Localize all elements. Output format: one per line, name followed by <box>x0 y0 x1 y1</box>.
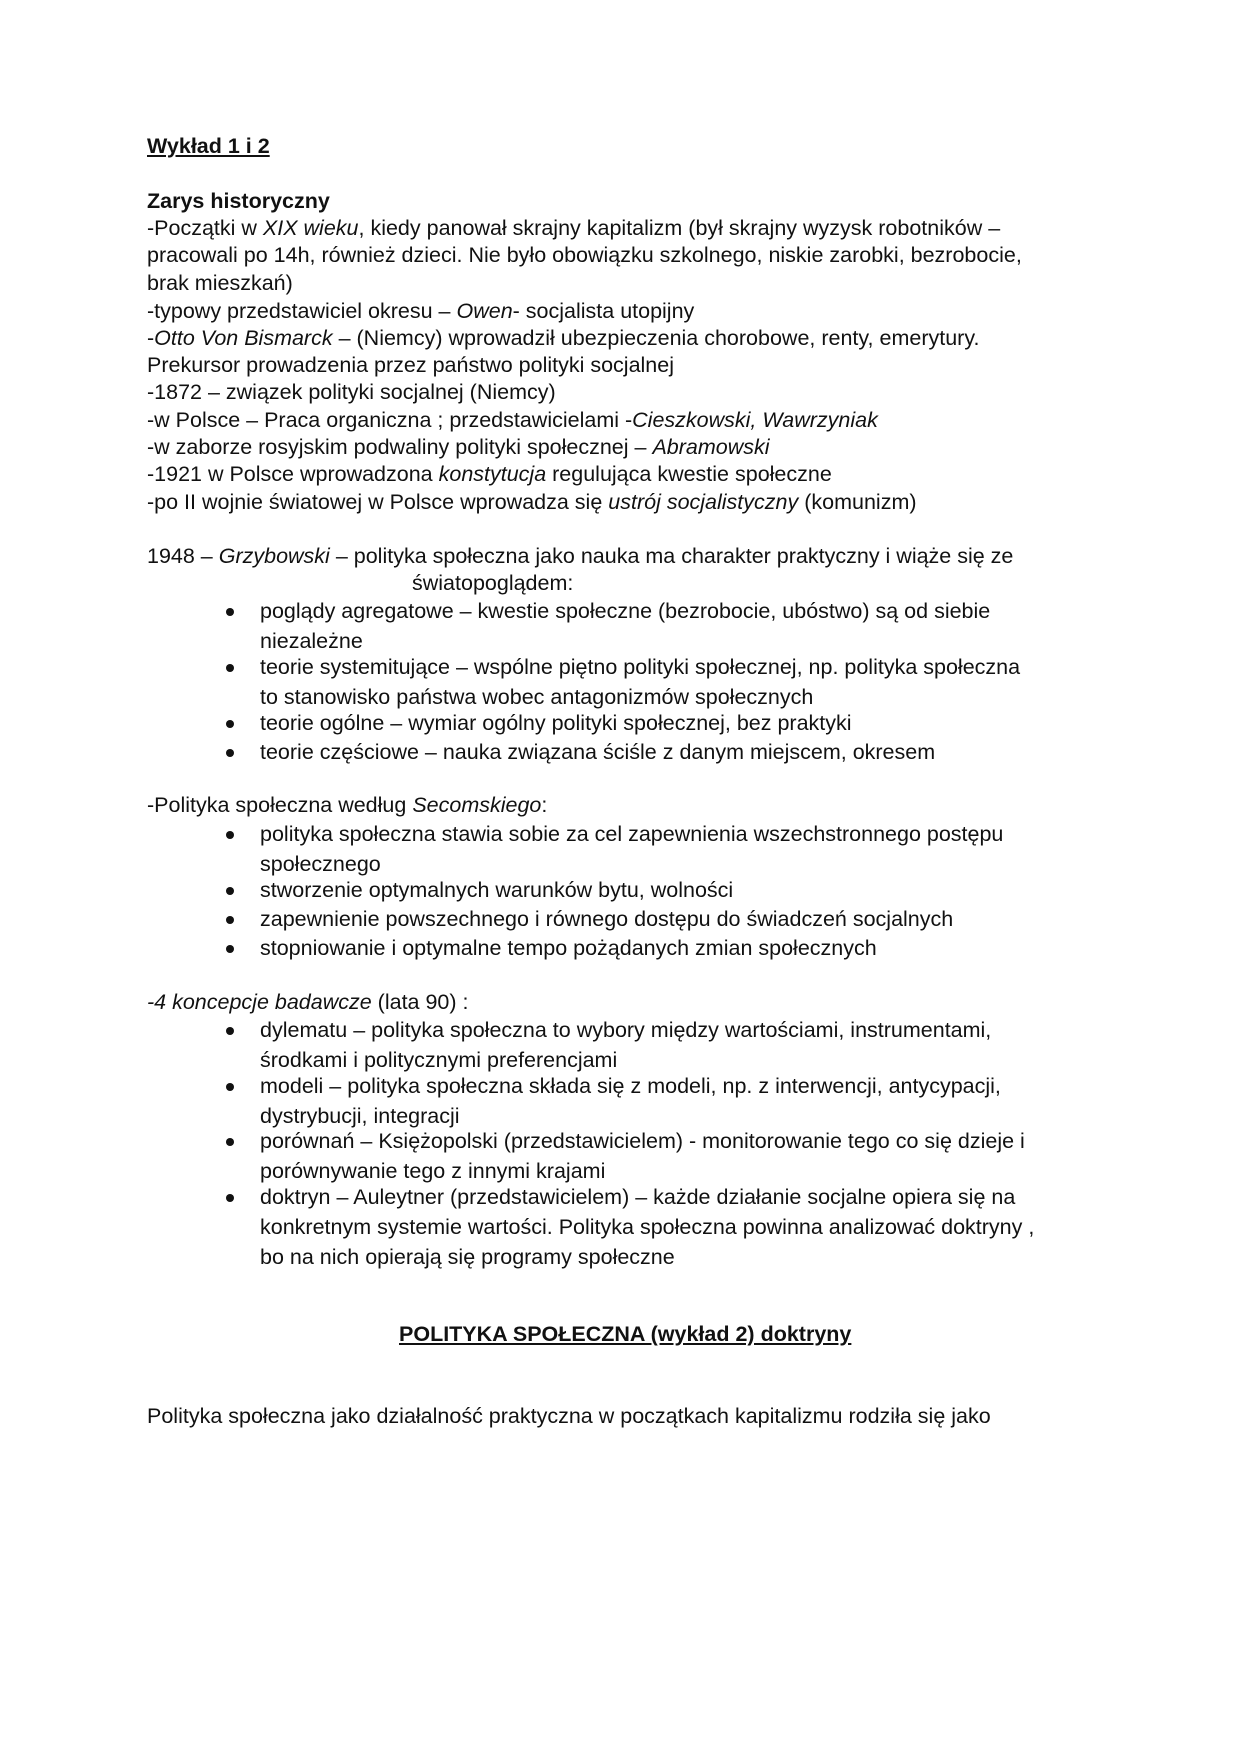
paragraph-line: -typowy przedstawiciel okresu – Owen- socjalista utopijny <box>147 299 695 323</box>
paragraph-line: -w zaborze rosyjskim podwaliny polityki społecznej – Abramowski <box>147 435 770 459</box>
list-item: poglądy agregatowe – kwestie społeczne (bezrobocie, ubóstwo) są od siebie niezależne <box>260 596 990 656</box>
paragraph-line: -Polityka społeczna według Secomskiego: <box>147 793 548 817</box>
paragraph-line: -Otto Von Bismarck – (Niemcy) wprowadził ubezpieczenia chorobowe, renty, emerytury. <box>147 326 980 350</box>
paragraph-line: -po II wojnie światowej w Polsce wprowadza się ustrój socjalistyczny (komunizm) <box>147 490 917 514</box>
section-heading-doktryny: POLITYKA SPOŁECZNA (wykład 2) doktryny <box>399 1322 852 1346</box>
list-item: porównań – Księżopolski (przedstawicielem) - monitorowanie tego co się dzieje i porównywanie tego z innymi krajami <box>260 1126 1025 1186</box>
paragraph-line: 1948 – Grzybowski – polityka społeczna jako nauka ma charakter praktyczny i wiąże się ze <box>147 544 1014 568</box>
list-item: teorie ogólne – wymiar ogólny polityki społecznej, bez praktyki <box>260 708 852 738</box>
paragraph-line: -1872 – związek polityki socjalnej (Niemcy) <box>147 380 556 404</box>
list-item: zapewnienie powszechnego i równego dostępu do świadczeń socjalnych <box>260 904 953 934</box>
paragraph-line: -4 koncepcje badawcze (lata 90) : <box>147 990 469 1014</box>
paragraph-line: brak mieszkań) <box>147 271 293 295</box>
list-item: modeli – polityka społeczna składa się z modeli, np. z interwencji, antycypacji, dystrybucji, integracji <box>260 1071 1001 1131</box>
paragraph-line: -w Polsce – Praca organiczna ; przedstawicielami -Cieszkowski, Wawrzyniak <box>147 408 878 432</box>
document-title: Wykład 1 i 2 <box>147 134 270 158</box>
list-item: stworzenie optymalnych warunków bytu, wolności <box>260 875 733 905</box>
list-item: teorie częściowe – nauka związana ściśle z danym miejscem, okresem <box>260 737 935 767</box>
list-item: doktryn – Auleytner (przedstawicielem) – każde działanie socjalne opiera się na konkretnym systemie wartości. Polityka społeczna powinna analizować doktryny , bo na nich opierają się programy społeczne <box>260 1182 1034 1272</box>
paragraph-line: Polityka społeczna jako działalność praktyczna w początkach kapitalizmu rodziła się jako <box>147 1404 991 1428</box>
list-item: polityka społeczna stawia sobie za cel zapewnienia wszechstronnego postępu społecznego <box>260 819 1003 879</box>
paragraph-line: Prekursor prowadzenia przez państwo polityki socjalnej <box>147 353 675 377</box>
section-heading: Zarys historyczny <box>147 189 330 213</box>
paragraph-line: pracowali po 14h, również dzieci. Nie było obowiązku szkolnego, niskie zarobki, bezrobocie, <box>147 243 1022 267</box>
list-item: teorie systemitujące – wspólne piętno polityki społecznej, np. polityka społeczna to stanowisko państwa wobec antagonizmów społecznych <box>260 652 1020 712</box>
paragraph-line: -Początki w XIX wieku, kiedy panował skrajny kapitalizm (był skrajny wyzysk robotników – <box>147 216 1001 240</box>
list-item: stopniowanie i optymalne tempo pożądanych zmian społecznych <box>260 933 877 963</box>
paragraph-line: -1921 w Polsce wprowadzona konstytucja regulująca kwestie społeczne <box>147 462 832 486</box>
list-item: dylematu – polityka społeczna to wybory między wartościami, instrumentami, środkami i politycznymi preferencjami <box>260 1015 991 1075</box>
paragraph-line: światopoglądem: <box>412 571 574 595</box>
